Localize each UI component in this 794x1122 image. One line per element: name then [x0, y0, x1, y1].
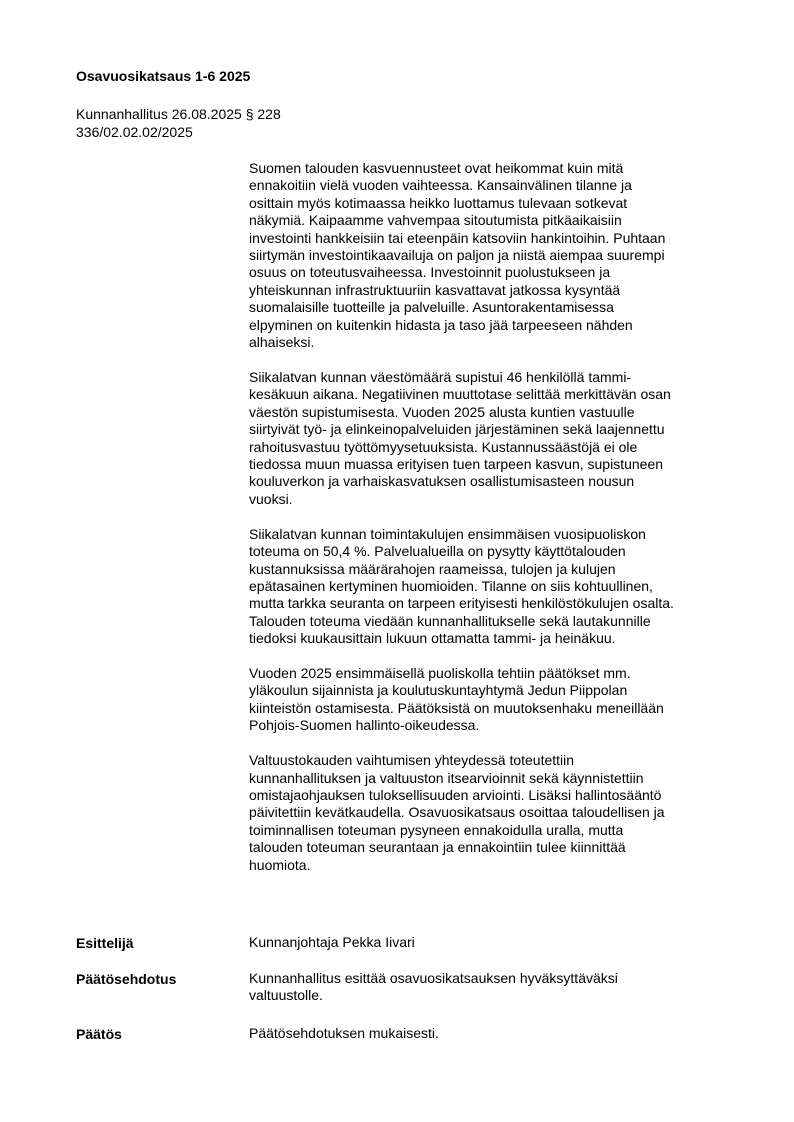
- document-meta: [76, 105, 281, 141]
- paragraph-decisions: Vuoden 2025 ensimmäisellä puoliskolla tehtiin päätökset mm. yläkoulun sijainnista ja koulutuskuntayhtymä Jedun Piippolan kiinteistön ostamisesta. Päätöksistä on muutoksenhaku meneillään Pohjois-Suomen hallinto-oikeudessa.: [249, 665, 664, 734]
- paragraph-council-term: Valtuustokauden vaihtumisen yhteydessä toteutettiin kunnanhallituksen ja valtuuston itsearvioinnit sekä käynnistettiin omistajaohjauksen tuloksellisuuden arviointi. Lisäksi hallintosääntö päivitettiin kevätkaudella. Osavuosikatsaus osoittaa taloudellisen ja toiminnallisen toteuman pysyneen ennakoidulla uralla, mutta talouden toteuman seurantaan ja ennakointiin tulee kiinnittää huomiota.: [249, 752, 665, 873]
- decision-value: Päätösehdotuksen mukaisesti.: [249, 1025, 439, 1041]
- reference-number: 336/02.02.02/2025: [76, 124, 193, 140]
- paragraph-population: Siikalatvan kunnan väestömäärä supistui 46 henkilöllä tammi- kesäkuun aikana. Negatiivinen muuttotase selittää merkittävän osan väestön supistumisesta. Vuoden 2025 alusta kuntien vastuulle siirtyivät työ- ja elinkeinopalveluiden järjestäminen sekä laajennettu rahoitusvastuu työttömyysetuuksista. Kustannussäästöjä ei ole tiedossa muun muassa erityisen tuen tarpeen kasvun, supistuneen kouluverkon ja varhaiskasvatuksen osallistumisasteen nousun vuoksi.: [249, 368, 671, 507]
- proposal-label: Päätösehdotus: [76, 971, 177, 987]
- paragraph-economy: Suomen talouden kasvuennusteet ovat heikommat kuin mitä ennakoitiin vielä vuoden vaihteessa. Kansainvälinen tilanne ja osittain myös kotimaassa heikko luottamus tulevaan sotkevat näkymiä. Kaipaamme vahvempaa sitoutumista pitkäaikaisiin investointi hankkeisiin tai eteenpäin katsoviin hankintoihin. Puhtaan siirtymän investointikaavailuja on paljon ja niistä aiempaa suurempi osuus on toteutusvaiheessa. Investoinnit puolustukseen ja yhteiskunnan infrastruktuuriin kasvattavat jatkossa kysyntää suomalaisille tuotteille ja palveluille. Asuntorakentamisessa elpyminen on kuitenkin hidasta ja taso jää tarpeeseen nähden alhaiseksi.: [249, 160, 666, 351]
- presenter-label: Esittelijä: [76, 935, 134, 951]
- presenter-value: Kunnanjohtaja Pekka Iivari: [249, 934, 415, 950]
- paragraph-operating-costs: Siikalatvan kunnan toimintakulujen ensimmäisen vuosipuoliskon toteuma on 50,4 %. Palvelualueilla on pysytty käyttötalouden kustannuksissa määrärahojen raameissa, tulojen ja kulujen epätasainen kertyminen huomioiden. Tilanne on siis kohtuullinen, mutta tarkka seuranta on tarpeen erityisesti henkilöstökulujen osalta. Talouden toteuma viedään kunnanhallitukselle sekä lautakunnille tiedoksi kuukausittain lukuun ottamatta tammi- ja heinäkuu.: [249, 525, 674, 647]
- proposal-value: Kunnanhallitus esittää osavuosikatsauksen hyväksyttäväksi valtuustolle.: [249, 970, 618, 1004]
- body-text: [249, 160, 739, 892]
- document-title: Osavuosikatsaus 1-6 2025: [76, 68, 251, 84]
- decision-label: Päätös: [76, 1026, 122, 1042]
- meeting-line: Kunnanhallitus 26.08.2025 § 228: [76, 106, 281, 122]
